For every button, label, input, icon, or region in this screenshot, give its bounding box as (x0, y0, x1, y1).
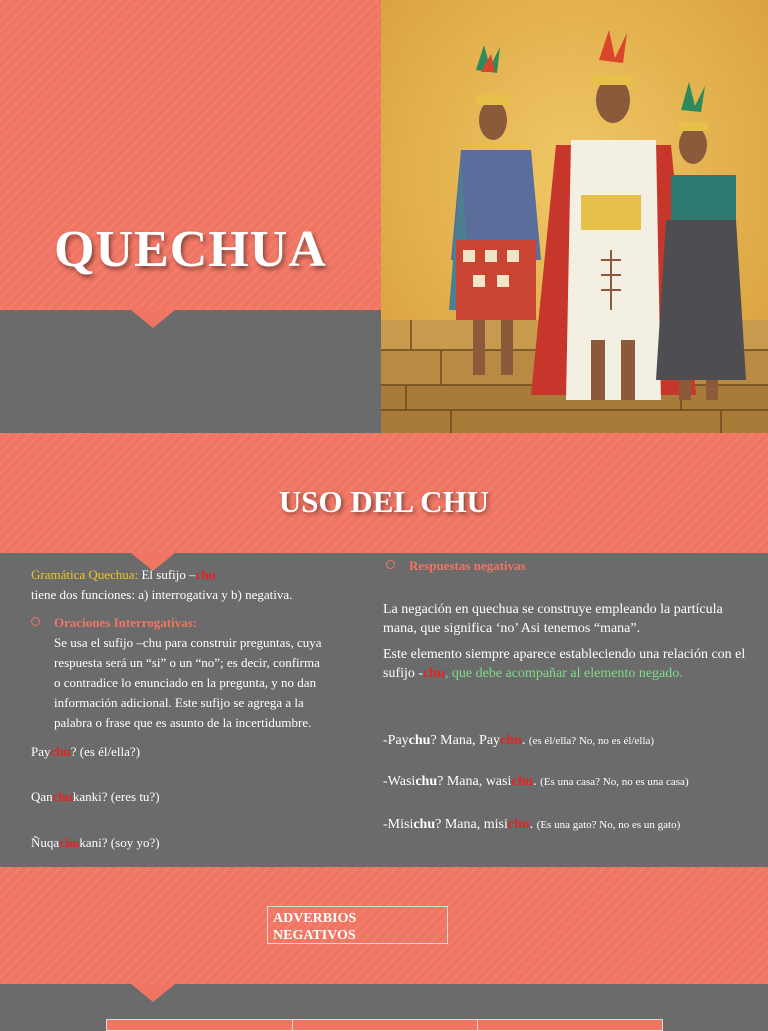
negative-example (383, 815, 680, 835)
slide1-bottom-band (0, 310, 381, 433)
negative-example (383, 772, 689, 792)
example-text: Ñuqa (31, 835, 60, 850)
body-line: respuesta será un “si” o un “no”; es decir, confirma (54, 655, 320, 670)
example-text: kani? (soy yo?) (79, 835, 160, 850)
ex-suffix-red: chu (500, 733, 522, 748)
intro-line2: tiene dos funciones: a) interrogativa y b) negativa. (31, 587, 293, 602)
slide2-title: USO DEL CHU (278, 484, 490, 519)
negation-para2 (383, 645, 753, 683)
para2-suffix: chu (423, 666, 445, 681)
ex-text: . (521, 733, 529, 748)
negative-title: Respuestas negativas (409, 558, 526, 573)
para2-text: Este elemento siempre aparece estableciendo una relación con el sufijo - (383, 647, 746, 681)
inca-illustration (381, 0, 768, 433)
ex-text: ? Mana, misi (435, 817, 508, 832)
ex-text: -Pay (383, 733, 409, 748)
body-line: palabra o frase que es asunto de la incertidumbre. (54, 715, 312, 730)
ex-suffix: chu (413, 817, 436, 832)
negative-example (383, 731, 654, 751)
negation-para1: La negación en quechua se construye empleando la partícula mana, que significa ‘no’ Asi tenemos “mana”. (383, 602, 723, 636)
interrogative-title: Oraciones Interrogativas: (54, 615, 198, 630)
intro-label: Gramática Quechua: (31, 567, 139, 582)
adverbios-line: ADVERBIOS (273, 911, 357, 926)
example-text: ? (es él/ella?) (70, 744, 141, 759)
ex-suffix-red: chu (511, 774, 534, 789)
slide1-title: QUECHUA (54, 221, 327, 278)
interrogative-body (54, 633, 354, 733)
body-line: o contradice lo enunciado en la pregunta, y no dan (54, 675, 317, 690)
intro-suffix: chu (195, 567, 216, 582)
ex-note: (es él/ella? No, no es él/ella) (528, 735, 655, 747)
ex-text: ? Mana, Pay (430, 733, 501, 748)
adverbios-box (267, 906, 448, 944)
example-line (31, 787, 160, 807)
body-line: información adicional. Este sufijo se agrega a la (54, 695, 304, 710)
adverbios-line: NEGATIVOS (273, 928, 356, 943)
example-suffix: chu (50, 744, 71, 759)
example-line (31, 742, 140, 762)
ex-suffix-red: chu (507, 817, 530, 832)
body-line: Se usa el sufijo –chu para construir preguntas, cuya (54, 635, 322, 650)
slide3-notch (131, 984, 175, 1002)
slide1-notch (131, 310, 175, 328)
ex-text: -Misi (383, 817, 414, 832)
ex-text: . (533, 774, 541, 789)
ex-text: -Wasi (383, 774, 416, 789)
example-suffix: chu (52, 789, 73, 804)
ex-note: (Es una casa? No, no es una casa) (540, 776, 689, 788)
ex-text: ? Mana, wasi (437, 774, 512, 789)
example-text: Pay (31, 744, 51, 759)
table-top-edge (106, 1019, 663, 1031)
ex-text: . (529, 817, 537, 832)
intro-text (31, 565, 371, 605)
example-text: kanki? (eres tu?) (72, 789, 160, 804)
table-divider (477, 1020, 478, 1030)
intro-body: El sufijo – (138, 567, 196, 582)
example-suffix: chu (59, 835, 80, 850)
ex-suffix: chu (415, 774, 438, 789)
ex-note: (Es una gato? No, no es un gato) (536, 819, 681, 831)
table-divider (292, 1020, 293, 1030)
bullet-icon (31, 617, 40, 626)
bullet-icon (386, 560, 395, 569)
inca-figures-image (381, 0, 768, 433)
ex-suffix: chu (408, 733, 431, 748)
example-line (31, 833, 160, 853)
slide3-bottom-band (0, 984, 768, 1024)
para2-highlight: , que debe acompañar al elemento negado. (444, 666, 683, 681)
example-text: Qan (31, 789, 53, 804)
